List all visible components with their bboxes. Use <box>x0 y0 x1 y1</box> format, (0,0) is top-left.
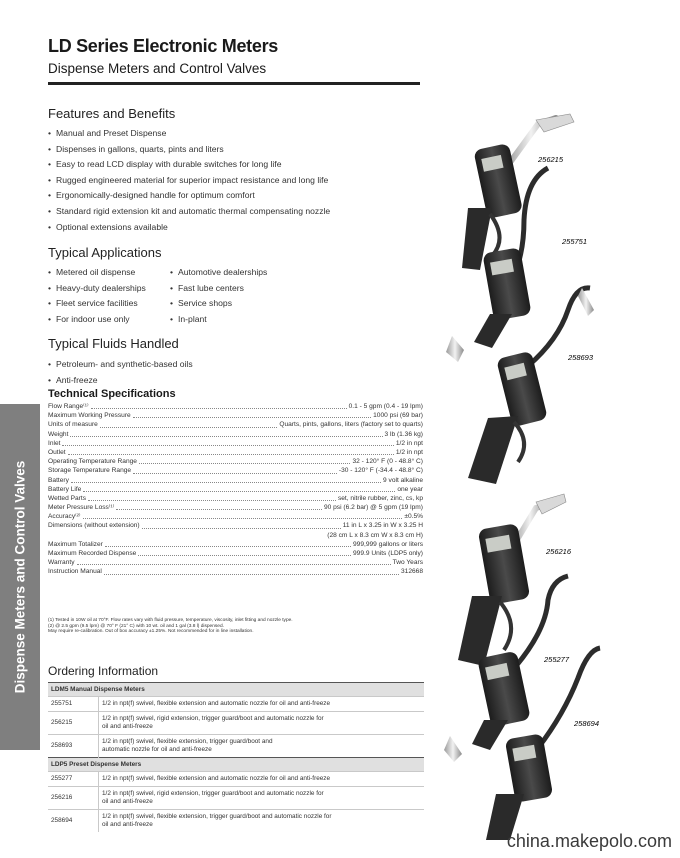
spec-value: 999,999 gallons or liters <box>352 540 423 548</box>
applications-list-right <box>170 265 267 327</box>
spec-row <box>48 457 423 466</box>
part-number: 258693 <box>48 735 99 758</box>
ordering-group-header <box>48 758 424 772</box>
spec-row <box>48 540 423 549</box>
dot-leader <box>88 494 336 501</box>
spec-row <box>48 549 423 558</box>
title-divider <box>48 82 420 85</box>
spec-label: Instruction Manual <box>48 568 102 576</box>
spec-value: Two Years <box>392 559 423 567</box>
spec-label: Maximum Recorded Dispense <box>48 550 137 557</box>
applications-heading: Typical Applications <box>48 245 162 260</box>
spec-value: 312668 <box>400 568 423 576</box>
dot-leader <box>116 503 322 510</box>
table-row <box>48 735 424 758</box>
spec-label: Warranty <box>48 559 75 567</box>
spec-row <box>48 531 423 540</box>
dot-leader <box>133 411 371 418</box>
spec-value: 3 lb (1.36 kg) <box>384 430 423 438</box>
spec-label: Storage Temperature Range <box>48 467 132 475</box>
spec-label: Inlet <box>48 439 61 447</box>
ordering-group-title: LDM5 Manual Dispense Meters <box>48 683 424 697</box>
spec-label: Maximum Working Pressure <box>48 412 131 420</box>
description-line: 1/2 in npt(f) swivel, flexible extension and automatic nozzle for oil and anti-freeze <box>102 775 331 782</box>
meter-256216-image <box>458 494 566 666</box>
spec-row <box>48 402 423 411</box>
spec-value: Quarts, pints, gallons, liters (factory set to quarts) <box>279 421 423 429</box>
spec-value: set, nitrile rubber, zinc, cs, kp <box>337 494 423 502</box>
meter-label-256215: 256215 <box>538 155 564 164</box>
spec-value: 0.1 - 5 gpm (0.4 - 19 lpm) <box>348 403 423 410</box>
spec-row <box>48 476 423 485</box>
page-subtitle: Dispense Meters and Control Valves <box>48 61 267 76</box>
description-line: 1/2 in npt(f) swivel, rigid extension, trigger guard/boot and automatic nozzle for <box>102 790 324 797</box>
dot-leader <box>83 512 403 519</box>
spec-value: 999.9 Units (LDP5 only) <box>352 550 423 557</box>
dot-leader <box>91 402 347 409</box>
footnote: (2) @ 2.5 gpm (9.5 lpm) @ 70° F (21° C) with 10 wt. oil and 1 gal (3.8 l) dispensed. <box>48 623 224 629</box>
spec-label: Battery <box>48 476 69 484</box>
application-item: • For indoor use only <box>48 312 146 328</box>
spec-row <box>48 466 423 475</box>
dot-leader <box>142 521 341 528</box>
specs-footnotes <box>48 618 423 635</box>
ordering-group-title: LDP5 Preset Dispense Meters <box>48 758 424 772</box>
part-description <box>99 735 425 758</box>
part-description <box>99 810 425 833</box>
spec-value: 9 volt alkaline <box>383 476 423 484</box>
description-line: oil and anti-freeze <box>102 723 153 730</box>
spec-row <box>48 420 423 429</box>
application-item: • Heavy-duty dealerships <box>48 281 146 297</box>
feature-item: • Manual and Preset Dispense <box>48 126 330 142</box>
spec-label: Maximum Totalizer <box>48 540 103 548</box>
application-item: • Automotive dealerships <box>170 265 267 281</box>
spec-label: Flow Range⁽¹⁾ <box>48 403 89 410</box>
spec-label: Wetted Parts <box>48 494 86 502</box>
page-title: LD Series Electronic Meters <box>48 36 278 56</box>
description-line: 1/2 in npt(f) swivel, flexible extension and automatic nozzle for oil and anti-freeze <box>102 700 331 707</box>
specs-heading: Technical Specifications <box>48 388 176 400</box>
dot-leader <box>133 466 337 473</box>
fluid-item: • Petroleum- and synthetic-based oils <box>48 357 193 373</box>
spec-value: (28 cm L x 8.3 cm W x 8.3 cm H) <box>327 531 423 539</box>
dot-leader <box>83 485 395 492</box>
ordering-group-header <box>48 683 424 697</box>
meter-258693-image <box>468 288 594 484</box>
spec-row <box>48 521 423 530</box>
spec-row <box>48 411 423 420</box>
part-description <box>99 787 425 810</box>
spec-row <box>48 567 423 576</box>
spec-value: 1/2 in npt <box>395 448 423 456</box>
dot-leader <box>62 439 393 446</box>
description-line: 1/2 in npt(f) swivel, flexible extension, trigger guard/boot and <box>102 738 273 745</box>
dot-leader <box>138 549 351 556</box>
spec-value: 90 psi (6.2 bar) @ 5 gpm (19 lpm) <box>323 504 423 512</box>
application-item: • Fleet service facilities <box>48 296 146 312</box>
ordering-heading: Ordering Information <box>48 664 159 678</box>
dot-leader <box>105 540 351 547</box>
spec-label: Units of measure <box>48 421 98 429</box>
spec-row <box>48 494 423 503</box>
description-line: oil and anti-freeze <box>102 821 153 828</box>
dot-leader <box>139 457 351 464</box>
dot-leader <box>68 448 394 455</box>
fluids-list <box>48 357 193 388</box>
spec-label: Accuracy⁽²⁾ <box>48 513 81 521</box>
dot-leader <box>100 420 278 427</box>
part-description <box>99 772 425 787</box>
part-number: 256216 <box>48 787 99 810</box>
part-description <box>99 697 425 712</box>
part-description <box>99 712 425 735</box>
dot-leader <box>104 567 399 574</box>
table-row <box>48 772 424 787</box>
ordering-table <box>48 682 424 832</box>
spec-label: Battery Life <box>48 485 82 493</box>
spec-label: Dimensions (without extension) <box>48 522 140 530</box>
spec-value: 32 - 120° F (0 - 48.8° C) <box>352 458 423 466</box>
spec-label: Weight <box>48 430 69 438</box>
spec-value: 1000 psi (69 bar) <box>373 412 423 420</box>
applications-list-left <box>48 265 146 327</box>
table-row <box>48 712 424 735</box>
meter-label-258694: 258694 <box>574 719 600 728</box>
spec-row <box>48 503 423 512</box>
dot-leader <box>70 430 382 437</box>
description-line: 1/2 in npt(f) swivel, flexible extension, trigger guard/boot and automatic nozzle for <box>102 813 332 820</box>
feature-item: • Dispenses in gallons, quarts, pints and liters <box>48 142 330 158</box>
spec-row <box>48 485 423 494</box>
meter-label-255751: 255751 <box>562 237 588 246</box>
meter-label-255277: 255277 <box>544 655 570 664</box>
application-item: • Metered oil dispense <box>48 265 146 281</box>
meter-label-258693: 258693 <box>568 353 594 362</box>
fluid-item: • Anti-freeze <box>48 373 193 389</box>
description-line: oil and anti-freeze <box>102 798 153 805</box>
fluids-heading: Typical Fluids Handled <box>48 336 179 351</box>
table-row <box>48 810 424 833</box>
spec-label: Meter Pressure Loss⁽¹⁾ <box>48 504 115 512</box>
specs-table <box>48 402 423 577</box>
spec-label: Outlet <box>48 448 66 456</box>
feature-item: • Optional extensions available <box>48 220 330 236</box>
feature-item: • Easy to read LCD display with durable switches for long life <box>48 157 330 173</box>
spec-row <box>48 558 423 567</box>
part-number: 258694 <box>48 810 99 833</box>
feature-item: • Rugged engineered material for superior impact resistance and long life <box>48 173 330 189</box>
meter-label-256216: 256216 <box>546 547 572 556</box>
section-side-tab <box>0 404 40 750</box>
table-row <box>48 787 424 810</box>
footnote: (1) Tested in 10W oil at 70°F. Flow rates vary with fluid pressure, temperature, viscosity, inlet fitting and nozzle type. <box>48 618 293 623</box>
spec-row <box>48 430 423 439</box>
meter-256215-image <box>462 114 574 270</box>
spec-value: -30 - 120° F (-34.4 - 48.8° C) <box>338 467 423 475</box>
spec-value: ±0.5% <box>404 513 423 521</box>
spec-value: 11 in L x 3.25 in W x 3.25 H <box>342 522 423 530</box>
footnote: May require re-calibration. Out of box accuracy ±1.25%. Not recommended for in line installation. <box>48 629 254 635</box>
description-line: 1/2 in npt(f) swivel, rigid extension, trigger guard/boot and automatic nozzle for <box>102 715 324 722</box>
spec-row <box>48 439 423 448</box>
part-number: 256215 <box>48 712 99 735</box>
application-item: • Fast lube centers <box>170 281 267 297</box>
feature-item: • Ergonomically-designed handle for optimum comfort <box>48 188 330 204</box>
part-number: 255277 <box>48 772 99 787</box>
features-heading: Features and Benefits <box>48 106 176 121</box>
spec-value: one year <box>397 485 423 493</box>
application-item: • Service shops <box>170 296 267 312</box>
spec-value: 1/2 in npt <box>395 439 423 447</box>
table-row <box>48 697 424 712</box>
side-tab-label: Dispense Meters and Control Valves <box>12 460 28 694</box>
dot-leader <box>77 558 391 565</box>
product-images <box>428 110 680 840</box>
description-line: automatic nozzle for oil and anti-freeze <box>102 746 212 753</box>
part-number: 255751 <box>48 697 99 712</box>
application-item: • In-plant <box>170 312 267 328</box>
spec-row <box>48 448 423 457</box>
features-list <box>48 126 330 235</box>
watermark: china.makepolo.com <box>506 831 672 851</box>
dot-leader <box>71 476 381 483</box>
spec-row <box>48 512 423 521</box>
feature-item: • Standard rigid extension kit and automatic thermal compensating nozzle <box>48 204 330 220</box>
spec-label: Operating Temperature Range <box>48 458 137 466</box>
